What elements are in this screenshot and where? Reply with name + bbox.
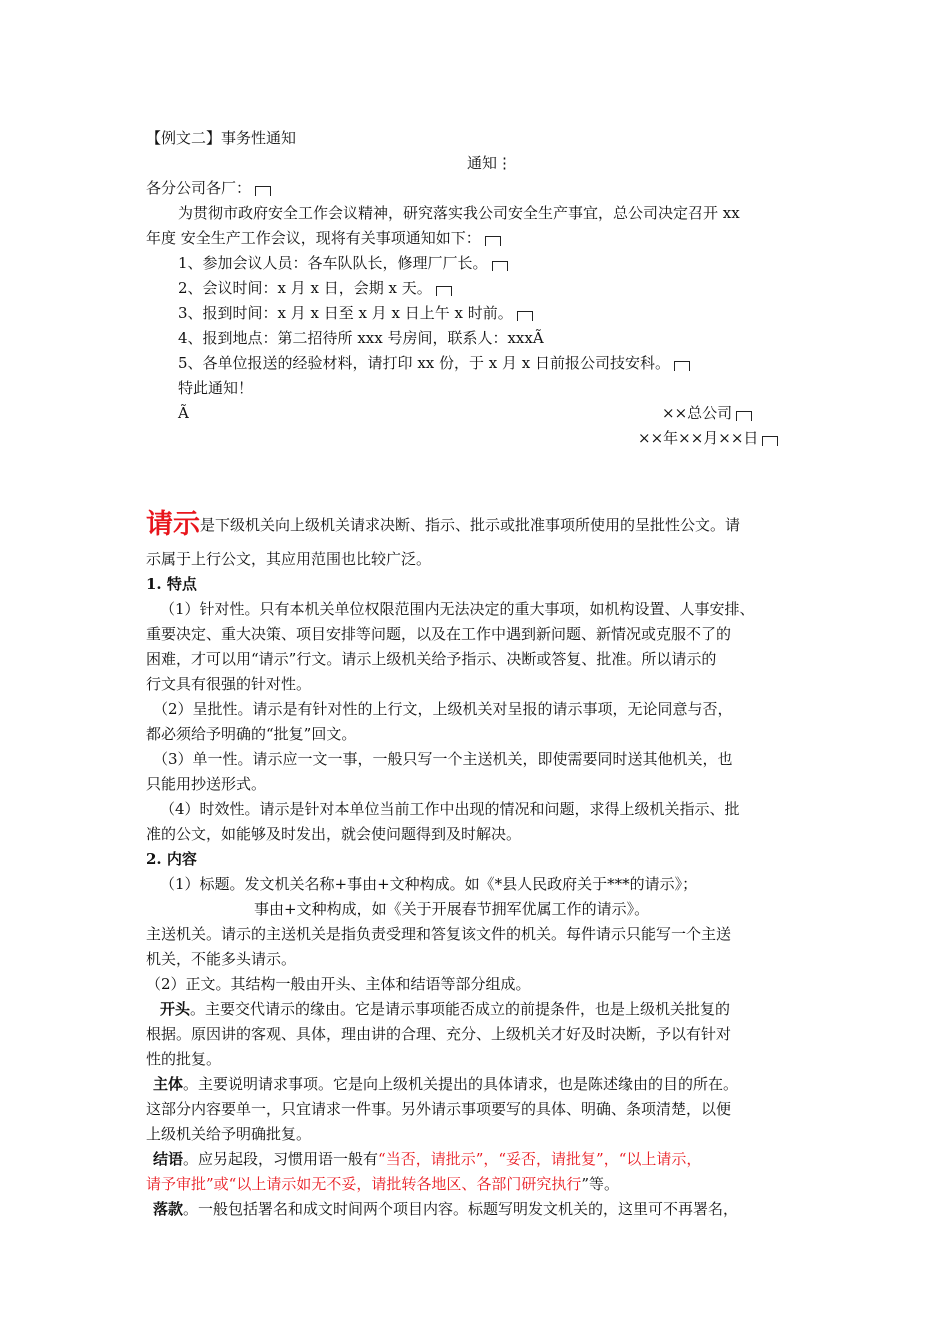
paragraph-line: 这部分内容要单一，只宜请求一件事。另外请示事项要写的具体、明确、条项清楚，以便	[146, 1100, 732, 1118]
intro-line-1: 为贯彻市政府安全工作会议精神，研究落实我公司安全生产事宜，总公司决定召开 xx	[178, 204, 740, 222]
paragraph-mark-icon	[762, 436, 778, 446]
notice-item: 3、报到时间：x 月 x 日至 x 月 x 日上午 x 时前。	[178, 302, 533, 324]
salutation: 各分公司各厂：	[146, 177, 271, 199]
notice-closing: 特此通知！	[178, 379, 254, 397]
paragraph-mark-icon	[517, 311, 533, 321]
paragraph-line: 重要决定、重大决策、项目安排等问题，以及在工作中遇到新问题、新情况或克服不了的	[146, 625, 732, 643]
paragraph-line: 机关，不能多头请示。	[146, 950, 297, 968]
term-heading: 请示	[146, 509, 200, 540]
paragraph-line: （4）时效性。请示是针对本单位当前工作中出现的情况和问题，求得上级机关指示、批	[160, 800, 740, 818]
paragraph-mark-icon	[492, 261, 508, 271]
red-highlight-text: “当否，请批示”，“妥否，请批复”，“以上请示，	[378, 1150, 702, 1168]
paragraph-mark-icon	[736, 411, 752, 421]
paragraph-line: （3）单一性。请示应一文一事，一般只写一个主送机关，即使需要同时送其他机关，也	[153, 750, 733, 768]
example-heading: 【例文二】事务性通知	[146, 129, 297, 147]
signature-date: ××年××月××日	[638, 427, 778, 449]
notice-item: 5、各单位报送的经验材料，请打印 xx 份，于 x 月 x 日前报公司技安科。	[178, 352, 690, 374]
paragraph-mark-icon	[674, 361, 690, 371]
paragraph-line: 主体。主要说明请求事项。它是向上级机关提出的具体请求，也是陈述缘由的目的所在。	[153, 1075, 739, 1093]
paragraph-line: 主送机关。请示的主送机关是指负责受理和答复该文件的机关。每件请示只能写一个主送	[146, 925, 732, 943]
paragraph-line: 落款。一般包括署名和成文时间两个项目内容。标题写明发文机关的，这里可不再署名，	[153, 1200, 739, 1218]
notice-item: 2、会议时间：x 月 x 日，会期 x 天。	[178, 277, 452, 299]
paragraph-line: 准的公文，如能够及时发出，就会使问题得到及时解决。	[146, 825, 522, 843]
inline-label: 开头	[160, 1000, 191, 1018]
paragraph-line: 请予审批”或“以上请示如无不妥，请批转各地区、各部门研究执行”等。	[146, 1175, 620, 1193]
paragraph-line: （1）针对性。只有本机关单位权限范围内无法决定的重大事项，如机构设置、人事安排、	[160, 600, 755, 618]
paragraph-line: （2）正文。其结构一般由开头、主体和结语等部分组成。	[146, 975, 531, 993]
paragraph-line: 性的批复。	[146, 1050, 222, 1068]
stray-character: Ã	[178, 404, 189, 422]
paragraph-line: 结语。应另起段，习惯用语一般有“当否，请批示”，“妥否，请批复”，“以上请示，	[153, 1150, 702, 1168]
definition-line-1: 请示是下级机关向上级机关请求决断、指示、批示或批准事项所使用的呈批性公文。请	[146, 509, 741, 540]
inline-label: 主体	[153, 1075, 184, 1093]
paragraph-line: 都必须给予明确的“批复”回文。	[146, 725, 357, 743]
notice-item: 4、报到地点：第二招待所 xxx 号房间，联系人：xxxÃ	[178, 329, 544, 347]
paragraph-line: 开头。主要交代请示的缘由。它是请示事项能否成立的前提条件，也是上级机关批复的	[160, 1000, 731, 1018]
paragraph-line: 只能用抄送形式。	[146, 775, 267, 793]
paragraph-line: 行文具有很强的针对性。	[146, 675, 312, 693]
paragraph-line: 困难，才可以用“请示”行文。请示上级机关给予指示、决断或答复、批准。所以请示的	[146, 650, 717, 668]
inline-label: 落款	[153, 1200, 184, 1218]
notice-item: 1、参加会议人员：各车队队长，修理厂厂长。	[178, 252, 508, 274]
signature: ××总公司	[662, 402, 752, 424]
notice-title: 通知⋮	[467, 154, 513, 172]
paragraph-mark-icon	[436, 286, 452, 296]
intro-line-2: 年度 安全生产工作会议，现将有关事项通知如下：	[146, 227, 501, 249]
definition-line-2: 示属于上行公文，其应用范围也比较广泛。	[146, 550, 432, 568]
inline-label: 结语	[153, 1150, 184, 1168]
paragraph-mark-icon	[255, 186, 271, 196]
paragraph-mark-icon	[485, 236, 501, 246]
section-heading: 2. 内容	[146, 850, 197, 868]
section-heading: 1. 特点	[146, 575, 197, 593]
paragraph-line: （1）标题。发文机关名称+事由+文种构成。如《*县人民政府关于***的请示》；	[160, 875, 698, 893]
paragraph-line: 根据。原因讲的客观、具体，理由讲的合理、充分、上级机关才好及时决断，予以有针对	[146, 1025, 732, 1043]
paragraph-line: （2）呈批性。请示是有针对性的上行文，上级机关对呈报的请示事项，无论同意与否，	[153, 700, 733, 718]
red-highlight-text: 请予审批”或“以上请示如无不妥，请批转各地区、各部门研究执行	[146, 1175, 582, 1193]
paragraph-line: 事由+文种构成，如《关于开展春节拥军优属工作的请示》。	[254, 900, 650, 918]
paragraph-line: 上级机关给予明确批复。	[146, 1125, 312, 1143]
